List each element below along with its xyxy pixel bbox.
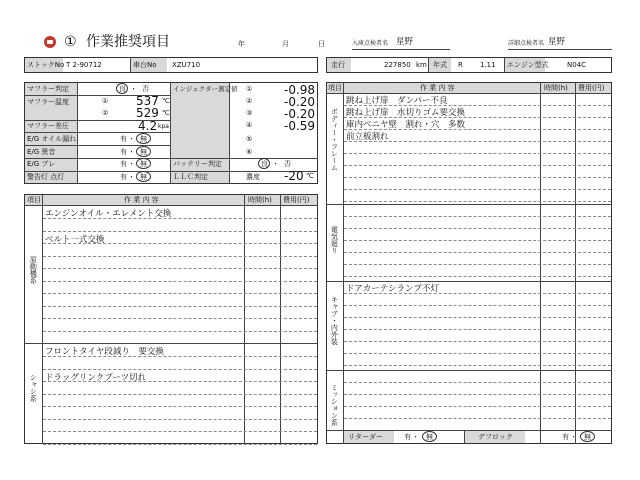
oil-leak-label: E/G オイル漏れ xyxy=(27,135,77,143)
warn-yes: 有 xyxy=(120,173,127,181)
year-value: 1.11 xyxy=(480,61,496,69)
left-col-item: 項目 xyxy=(27,196,41,204)
title-number: ① xyxy=(64,34,77,50)
oil-leak-no: 無 xyxy=(140,135,147,143)
engine-row-2: ベルト一式交換 xyxy=(45,235,105,245)
right-col-content: 作 業 内 容 xyxy=(420,84,455,92)
engine-label: エンジン型式 xyxy=(507,61,549,69)
temp-unit-1: ℃ xyxy=(162,97,170,105)
battery-sep: ・ xyxy=(272,160,279,168)
ruled-line xyxy=(43,293,317,294)
temp-circle-1: ① xyxy=(102,97,109,105)
inj-circle-3: ③ xyxy=(246,109,253,117)
ruled-line xyxy=(43,431,317,432)
body-section-label: ボディー・フレーム xyxy=(330,108,339,171)
inj-circle-6: ⑥ xyxy=(246,148,253,156)
muffler-bad: 否 xyxy=(142,85,149,93)
difflock-label: デフロック xyxy=(478,433,513,441)
ruled-line xyxy=(43,256,317,257)
ruled-line xyxy=(43,444,317,445)
electric-section-label: 電気廻り xyxy=(330,226,339,254)
llc-label: ＬＬＣ判定 xyxy=(173,173,208,181)
retarder-sep: ・ xyxy=(412,433,419,441)
date-year: 年 xyxy=(238,40,245,48)
inj-value-3: -0.20 xyxy=(284,107,316,121)
ruled-line xyxy=(344,165,611,166)
ruled-line xyxy=(344,216,611,217)
retarder-yes: 有 xyxy=(404,433,411,441)
llc-unit: ℃ xyxy=(306,172,314,180)
left-col-content: 作 業 内 容 xyxy=(124,196,159,204)
noise-sep: ・ xyxy=(128,148,135,156)
year-label: 年式 xyxy=(433,61,447,69)
shake-yes: 有 xyxy=(120,160,127,168)
battery-label: バッテリー判定 xyxy=(173,160,222,168)
engine-section-label: 原動機系 xyxy=(29,256,38,284)
page-title: 作業推奨項目 xyxy=(86,34,170,50)
ruled-line xyxy=(43,331,317,332)
battery-good: 良 xyxy=(261,160,268,168)
chassis-section-label: シャシ系 xyxy=(29,374,38,402)
ruled-line xyxy=(344,317,611,318)
logo-icon xyxy=(44,36,56,48)
llc-conc-label: 濃度 xyxy=(246,173,260,181)
engine-row-1: エンジンオイル・エレメント交換 xyxy=(45,209,172,219)
right-col-item: 項目 xyxy=(328,84,342,92)
inj-value-1: -0.98 xyxy=(284,83,316,97)
muffler-diff-label: マフラー差圧 xyxy=(27,122,69,130)
shake-no: 無 xyxy=(140,160,147,168)
temp-value-1: 537 xyxy=(136,94,159,108)
noise-label: E/G 異音 xyxy=(27,148,56,156)
date-day: 日 xyxy=(318,40,325,48)
warn-label: 警告灯 点灯 xyxy=(27,173,65,181)
detail-inspector-name: 星野 xyxy=(548,37,566,47)
llc-value: -20 xyxy=(284,169,304,183)
cab-row-1: ドアカーテシランプ不灯 xyxy=(346,284,439,294)
ruled-line xyxy=(43,369,317,370)
ruled-line xyxy=(344,406,611,407)
ruled-line xyxy=(344,240,611,241)
inspector-label: 入庫点検者名 xyxy=(352,40,389,47)
right-col-cost: 費用(円) xyxy=(578,84,605,92)
ruled-line xyxy=(344,264,611,265)
left-col-time: 時間(h) xyxy=(248,196,272,204)
muffler-sep: ・ xyxy=(130,85,137,93)
ruled-line xyxy=(43,419,317,420)
difflock-no: 無 xyxy=(584,433,591,441)
model-value: XZU710 xyxy=(172,61,201,69)
ruled-line xyxy=(344,394,611,395)
noise-no: 無 xyxy=(140,148,147,156)
diff-value: 4.2 xyxy=(138,119,158,133)
inj-circle-4: ④ xyxy=(246,121,253,129)
right-col-time: 時間(h) xyxy=(544,84,568,92)
ruled-line xyxy=(344,418,611,419)
muffler-temp-label: マフラー温度 xyxy=(27,98,69,106)
ruled-line xyxy=(43,394,317,395)
retarder-no: 無 xyxy=(426,433,433,441)
ruled-line xyxy=(43,318,317,319)
warn-sep: ・ xyxy=(128,173,135,181)
cab-section-label: キャブ・内外装 xyxy=(330,296,339,345)
body-row-1: 跳ね上げ扉 ダンパー不良 xyxy=(346,96,448,106)
chassis-row-2: ドラッグリンクブーツ切れ xyxy=(45,373,147,383)
ruled-line xyxy=(43,306,317,307)
difflock-sep: ・ xyxy=(570,433,577,441)
mileage-label: 走行 xyxy=(331,61,345,69)
ruled-line xyxy=(43,281,317,282)
inj-circle-2: ② xyxy=(246,97,253,105)
shake-label: E/G ブレ xyxy=(27,160,56,168)
inj-circle-5: ⑤ xyxy=(246,135,253,143)
ruled-line xyxy=(344,177,611,178)
temp-circle-2: ② xyxy=(102,109,109,117)
inj-circle-1: ① xyxy=(246,85,253,93)
muffler-judge-label: マフラー判定 xyxy=(27,85,69,93)
stock-label: ストックNo xyxy=(27,61,65,69)
ruled-line xyxy=(344,276,611,277)
chassis-row-1: フロントタイヤ段減り 要交換 xyxy=(45,347,164,357)
muffler-good: 良 xyxy=(119,85,126,93)
diff-unit: kpa xyxy=(158,123,169,130)
ruled-line xyxy=(43,406,317,407)
ruled-line xyxy=(43,231,317,232)
body-row-3: 庫内ベニヤ壁 割れ・穴 多数 xyxy=(346,120,466,130)
inj-value-2: -0.20 xyxy=(284,95,316,109)
ruled-line xyxy=(344,153,611,154)
retarder-label: リターダー xyxy=(348,433,383,441)
oil-leak-sep: ・ xyxy=(128,135,135,143)
body-row-2: 跳ね上げ扉 水切りゴム要交換 xyxy=(346,108,466,118)
oil-leak-yes: 有 xyxy=(120,135,127,143)
ruled-line xyxy=(344,382,611,383)
noise-yes: 有 xyxy=(120,148,127,156)
warn-no: 無 xyxy=(140,173,147,181)
date-month: 月 xyxy=(282,40,289,48)
inspector-name: 星野 xyxy=(396,37,414,47)
ruled-line xyxy=(344,329,611,330)
detail-inspector-label: 詳細点検者名 xyxy=(508,40,545,47)
ruled-line xyxy=(344,252,611,253)
ruled-line xyxy=(344,353,611,354)
mission-section-label: ミッション系 xyxy=(330,384,339,426)
mileage-unit: km xyxy=(416,61,427,69)
battery-bad: 否 xyxy=(284,160,291,168)
ruled-line xyxy=(344,305,611,306)
mileage-value: 227850 xyxy=(384,61,411,69)
model-label: 車台No xyxy=(133,61,157,69)
stock-value: T 2-90712 xyxy=(66,61,102,69)
body-row-4: 前立板割れ xyxy=(346,132,389,142)
injector-label: インジェクター測定値 xyxy=(173,85,238,93)
ruled-line xyxy=(344,228,611,229)
engine-value: N04C xyxy=(567,61,587,69)
shake-sep: ・ xyxy=(128,160,135,168)
ruled-line xyxy=(344,201,611,202)
ruled-line xyxy=(43,268,317,269)
temp-value-2: 529 xyxy=(136,106,159,120)
ruled-line xyxy=(344,365,611,366)
inj-value-4: -0.59 xyxy=(284,119,316,133)
left-col-cost: 費用(円) xyxy=(283,196,310,204)
ruled-line xyxy=(344,341,611,342)
difflock-yes: 有 xyxy=(562,433,569,441)
ruled-line xyxy=(344,189,611,190)
temp-unit-2: ℃ xyxy=(162,109,170,117)
era-value: R xyxy=(458,61,463,69)
